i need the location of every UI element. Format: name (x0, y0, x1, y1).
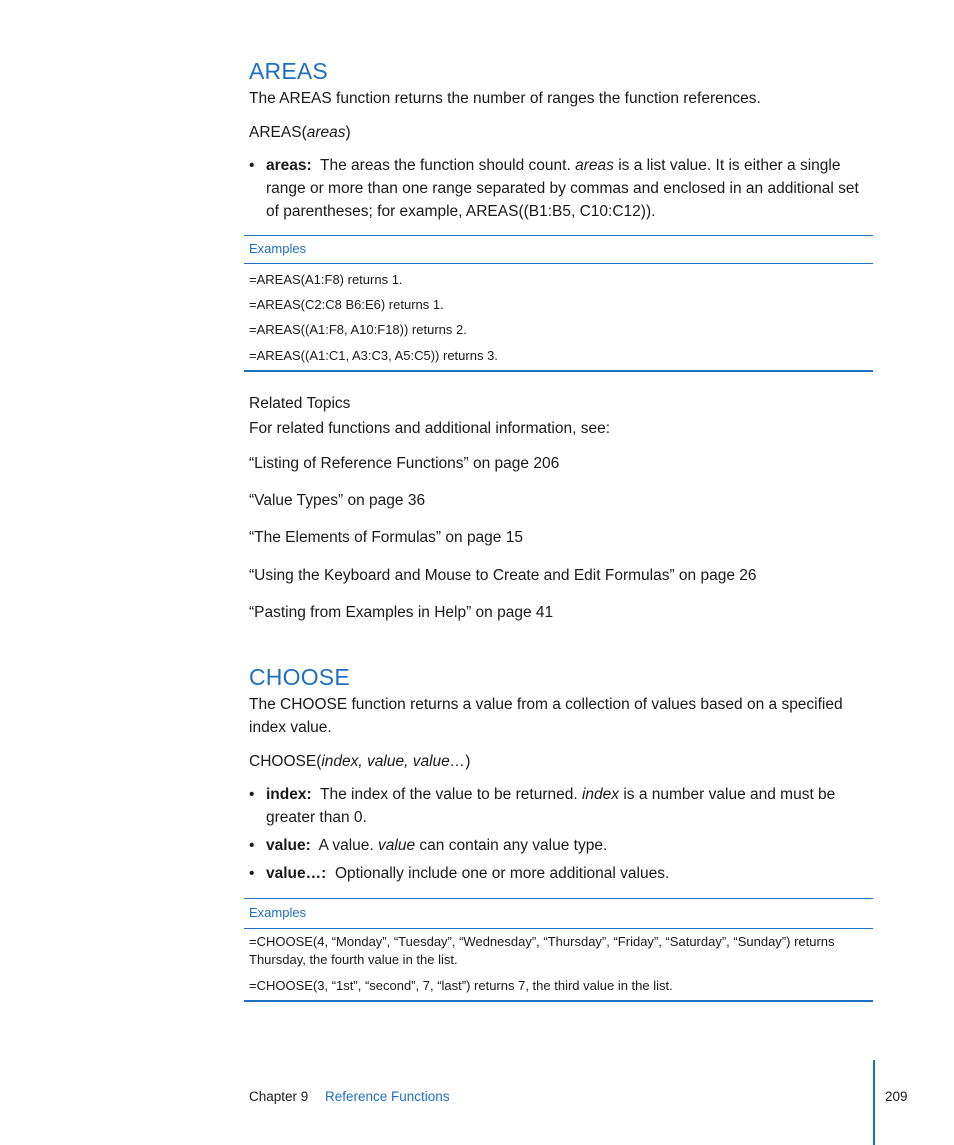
example-row: =AREAS(A1:F8) returns 1. (249, 272, 403, 287)
examples-bottom-rule (244, 370, 873, 372)
examples-label: Examples (249, 241, 307, 256)
examples-label: Examples (249, 905, 307, 920)
examples-header (244, 235, 873, 264)
choose-syntax-name: CHOOSE (249, 753, 317, 770)
example-row: =CHOOSE(3, “1st”, “second”, 7, “last”) returns 7, the third value in the list. (249, 978, 673, 993)
related-topics-title: Related Topics (249, 395, 351, 412)
examples-bottom-rule (244, 1000, 873, 1002)
related-link[interactable]: “The Elements of Formulas” on page 15 (249, 529, 523, 546)
areas-syntax-args: areas (306, 124, 346, 141)
argument-text: A value. (318, 837, 374, 854)
argument-item (249, 783, 869, 829)
related-link[interactable]: “Listing of Reference Functions” on page 206 (249, 455, 560, 472)
argument-item (249, 862, 869, 885)
areas-syntax-name: AREAS (249, 124, 302, 141)
bullet-icon: • (249, 786, 255, 803)
argument-name: value…: (266, 865, 327, 882)
argument-italic: areas (575, 157, 614, 174)
footer-divider (873, 1060, 875, 1145)
argument-text-after: is a list value. It is either a single range or more than one range separated by commas and enclosed in an additional set of parentheses; for example, AREAS((B1:B5, C10:C12)). (266, 157, 859, 220)
related-link[interactable]: “Value Types” on page 36 (249, 492, 426, 509)
footer-chapter-title[interactable]: Reference Functions (325, 1089, 450, 1104)
bullet-icon: • (249, 157, 255, 174)
argument-item (249, 834, 869, 857)
choose-heading: CHOOSE (249, 664, 350, 690)
argument-text: The index of the value to be returned. (320, 786, 578, 803)
related-link[interactable]: “Using the Keyboard and Mouse to Create and Edit Formulas” on page 26 (249, 567, 757, 584)
argument-text-after: can contain any value type. (419, 837, 608, 854)
argument-italic: index (581, 786, 620, 803)
areas-heading: AREAS (249, 58, 328, 84)
areas-argument-list (249, 154, 869, 228)
areas-examples-table (244, 235, 873, 372)
example-row: =CHOOSE(4, “Monday”, “Tuesday”, “Wednesday”, “Thursday”, “Friday”, “Saturday”, “Sunday”) returns Thursday, the fourth value in the list. (249, 934, 835, 967)
areas-description: The AREAS function returns the number of ranges the function references. (249, 90, 761, 107)
choose-syntax: CHOOSE(index, value, value…) (249, 753, 471, 770)
choose-examples-table (244, 898, 873, 1003)
argument-name: areas: (266, 157, 312, 174)
choose-syntax-args: index, value, value… (321, 753, 466, 770)
argument-text: Optionally include one or more additional values. (334, 865, 670, 882)
choose-description: The CHOOSE function returns a value from a collection of values based on a specified index value. (249, 696, 843, 736)
argument-name: index: (266, 786, 312, 803)
areas-syntax: AREAS(areas) (249, 124, 351, 141)
examples-header (244, 898, 873, 929)
footer-chapter: Chapter 9 (249, 1089, 309, 1104)
example-row: =AREAS((A1:C1, A3:C3, A5:C5)) returns 3. (249, 348, 498, 363)
related-link[interactable]: “Pasting from Examples in Help” on page 41 (249, 604, 554, 621)
bullet-icon: • (249, 865, 255, 882)
related-topics-intro: For related functions and additional information, see: (249, 420, 611, 437)
argument-item (249, 154, 869, 223)
argument-text: The areas the function should count. (320, 157, 571, 174)
argument-text-after: is a number value and must be greater than 0. (266, 786, 836, 826)
argument-italic: value (378, 837, 416, 854)
example-row: =AREAS(C2:C8 B6:E6) returns 1. (249, 297, 444, 312)
choose-argument-list (249, 783, 869, 890)
argument-name: value: (266, 837, 311, 854)
bullet-icon: • (249, 837, 255, 854)
page-number: 209 (885, 1089, 908, 1104)
example-row: =AREAS((A1:F8, A10:F18)) returns 2. (249, 322, 467, 337)
